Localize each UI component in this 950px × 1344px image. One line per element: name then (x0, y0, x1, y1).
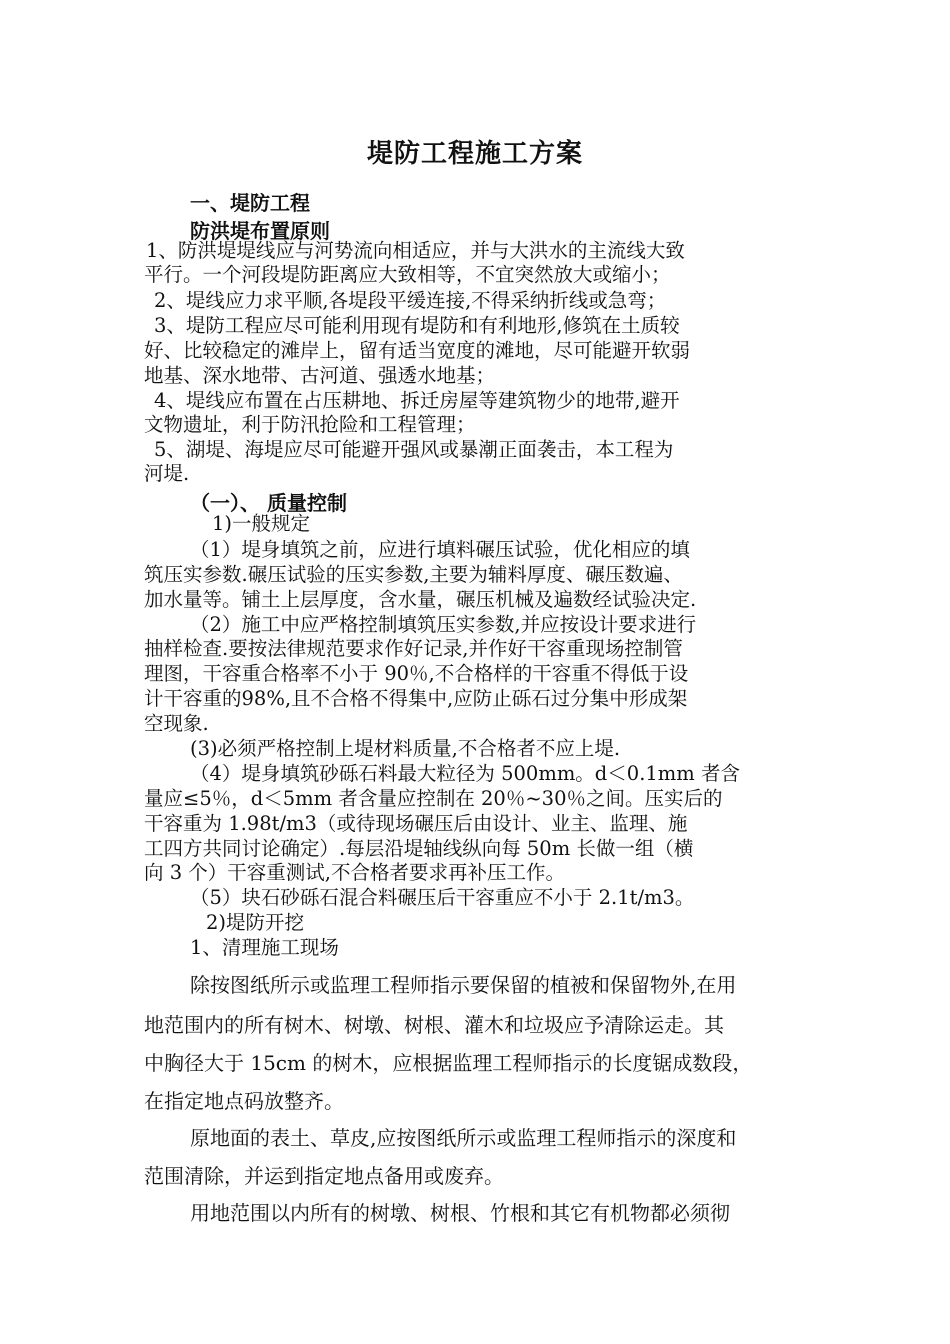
principle-line: 4、堤线应布置在占压耕地、拆迁房屋等建筑物少的地带,避开 (154, 389, 680, 412)
general-line: 向 3 个）干容重测试,不合格者要求再补压工作。 (144, 861, 566, 884)
general-line: 量应≤5％，d＜5mm 者含量应控制在 20％~30％之间。压实后的 (144, 787, 723, 810)
section-heading: 一、堤防工程 (190, 191, 310, 215)
general-line: 空现象. (144, 712, 209, 735)
clearing-line: 在指定地点码放整齐。 (144, 1089, 344, 1113)
subsection-heading: 防洪堤布置原则 (190, 219, 330, 243)
principle-line: 地基、深水地带、古河道、强透水地基； (144, 364, 496, 387)
general-line: (3)必须严格控制上堤材料质量,不合格者不应上堤. (190, 737, 621, 760)
principle-line: 2、堤线应力求平顺,各堤段平缓连接,不得采纳折线或急弯； (154, 289, 667, 312)
general-line: 干容重为 1.98t/m3（或待现场碾压后由设计、业主、监理、施 (144, 812, 688, 835)
clearing-line: 范围清除，并运到指定地点备用或废弃。 (144, 1164, 504, 1188)
document-title: 堤防工程施工方案 (366, 139, 583, 169)
clearing-line: 原地面的表土、草皮,应按图纸所示或监理工程师指示的深度和 (190, 1126, 737, 1150)
clearing-heading: 1、清理施工现场 (190, 936, 339, 959)
clearing-line: 地范围内的所有树木、树墩、树根、灌木和垃圾应予清除运走。其 (144, 1013, 724, 1037)
excavation-heading: 2)堤防开挖 (206, 911, 305, 934)
principle-line: 好、比较稳定的滩岸上，留有适当宽度的滩地，尽可能避开软弱 (144, 339, 691, 362)
quality-control-heading: （一）、 质量控制 (190, 491, 347, 515)
general-line: （4）堤身填筑砂砾石料最大粒径为 500mm。d＜0.1mm 者含 (190, 762, 740, 785)
general-heading: 1)一般规定 (212, 512, 311, 535)
general-line: 加水量等。铺土上层厚度，含水量，碾压机械及遍数经试验决定. (144, 588, 697, 611)
principle-line: 3、堤防工程应尽可能利用现有堤防和有利地形,修筑在土质较 (154, 314, 680, 337)
clearing-line: 中胸径大于 15cm 的树木，应根据监理工程师指示的长度锯成数段， (144, 1051, 753, 1075)
general-line: 筑压实参数.碾压试验的压实参数,主要为辅料厚度、碾压数遍、 (144, 563, 683, 586)
general-line: 计干容重的98%,且不合格不得集中,应防止砾石过分集中形成架 (144, 687, 688, 710)
general-line: （5）块石砂砾石混合料碾压后干容重应不小于 2.1t/m3。 (190, 886, 695, 909)
principle-line: 河堤. (144, 462, 190, 485)
general-line: （1）堤身填筑之前，应进行填料碾压试验，优化相应的填 (190, 538, 690, 561)
general-line: 抽样检查.要按法律规范要求作好记录,并作好干容重现场控制管 (144, 637, 683, 660)
clearing-line: 用地范围以内所有的树墩、树根、竹根和其它有机物都必须彻 (190, 1201, 730, 1225)
general-line: 工四方共同讨论确定）.每层沿堤轴线纵向每 50m 长做一组（横 (144, 837, 694, 860)
general-line: （2）施工中应严格控制填筑压实参数,并应按设计要求进行 (190, 613, 697, 636)
principle-line: 文物遗址，利于防汛抢险和工程管理； (144, 413, 476, 436)
principle-line: 平行。一个河段堤防距离应大致相等，不宜突然放大或缩小； (144, 263, 671, 286)
principle-line: 1、防洪堤堤线应与河势流向相适应，并与大洪水的主流线大致 (146, 239, 685, 262)
principle-line: 5、湖堤、海堤应尽可能避开强风或暴潮正面袭击，本工程为 (154, 438, 674, 461)
clearing-line: 除按图纸所示或监理工程师指示要保留的植被和保留物外,在用 (190, 973, 737, 997)
general-line: 理图，干容重合格率不小于 90％,不合格样的干容重不得低于设 (144, 662, 689, 685)
